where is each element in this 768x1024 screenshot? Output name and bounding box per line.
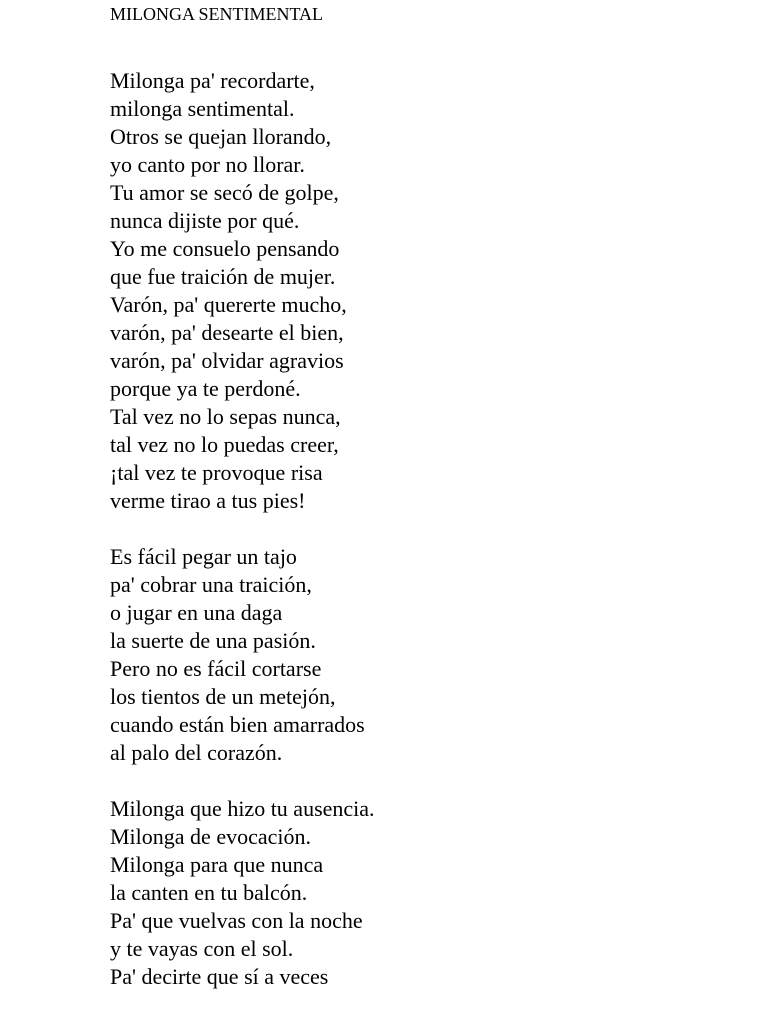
poem-line: al palo del corazón.	[110, 740, 283, 765]
poem-line: yo canto por no llorar.	[110, 152, 305, 177]
poem-body	[110, 67, 375, 1019]
stanza-1	[110, 67, 375, 515]
poem-line: pa' cobrar una traición,	[110, 572, 312, 597]
poem-line: y te vayas con el sol.	[110, 936, 294, 961]
poem-line: Varón, pa' quererte mucho,	[110, 292, 347, 317]
poem-line: milonga sentimental.	[110, 96, 295, 121]
poem-line: que fue traición de mujer.	[110, 264, 336, 289]
poem-line: Pa' que vuelvas con la noche	[110, 908, 363, 933]
poem-line: ¡tal vez te provoque risa	[110, 460, 323, 485]
poem-line: la canten en tu balcón.	[110, 880, 308, 905]
poem-line: Pa' decirte que sí a veces	[110, 964, 329, 989]
poem-line: Milonga que hizo tu ausencia.	[110, 796, 375, 821]
poem-line: o jugar en una daga	[110, 600, 283, 625]
poem-line: Otros se quejan llorando,	[110, 124, 332, 149]
poem-line: Milonga para que nunca	[110, 852, 324, 877]
poem-line: Tu amor se secó de golpe,	[110, 180, 339, 205]
poem-line: Tal vez no lo sepas nunca,	[110, 404, 341, 429]
poem-line: tal vez no lo puedas creer,	[110, 432, 339, 457]
poem-line: Milonga pa' recordarte,	[110, 68, 315, 93]
stanza-2	[110, 543, 375, 767]
stanza-3	[110, 795, 375, 991]
poem-line: Es fácil pegar un tajo	[110, 544, 297, 569]
poem-line: cuando están bien amarrados	[110, 712, 365, 737]
poem-line: Milonga de evocación.	[110, 824, 311, 849]
poem-line: varón, pa' olvidar agravios	[110, 348, 344, 373]
poem-line: nunca dijiste por qué.	[110, 208, 300, 233]
poem-line: porque ya te perdoné.	[110, 376, 301, 401]
poem-line: Pero no es fácil cortarse	[110, 656, 322, 681]
poem-line: la suerte de una pasión.	[110, 628, 316, 653]
poem-line: Yo me consuelo pensando	[110, 236, 340, 261]
poem-line: verme tirao a tus pies!	[110, 488, 306, 513]
poem-line: los tientos de un metejón,	[110, 684, 336, 709]
poem-line: varón, pa' desearte el bien,	[110, 320, 344, 345]
poem-title: MILONGA SENTIMENTAL	[110, 4, 324, 24]
